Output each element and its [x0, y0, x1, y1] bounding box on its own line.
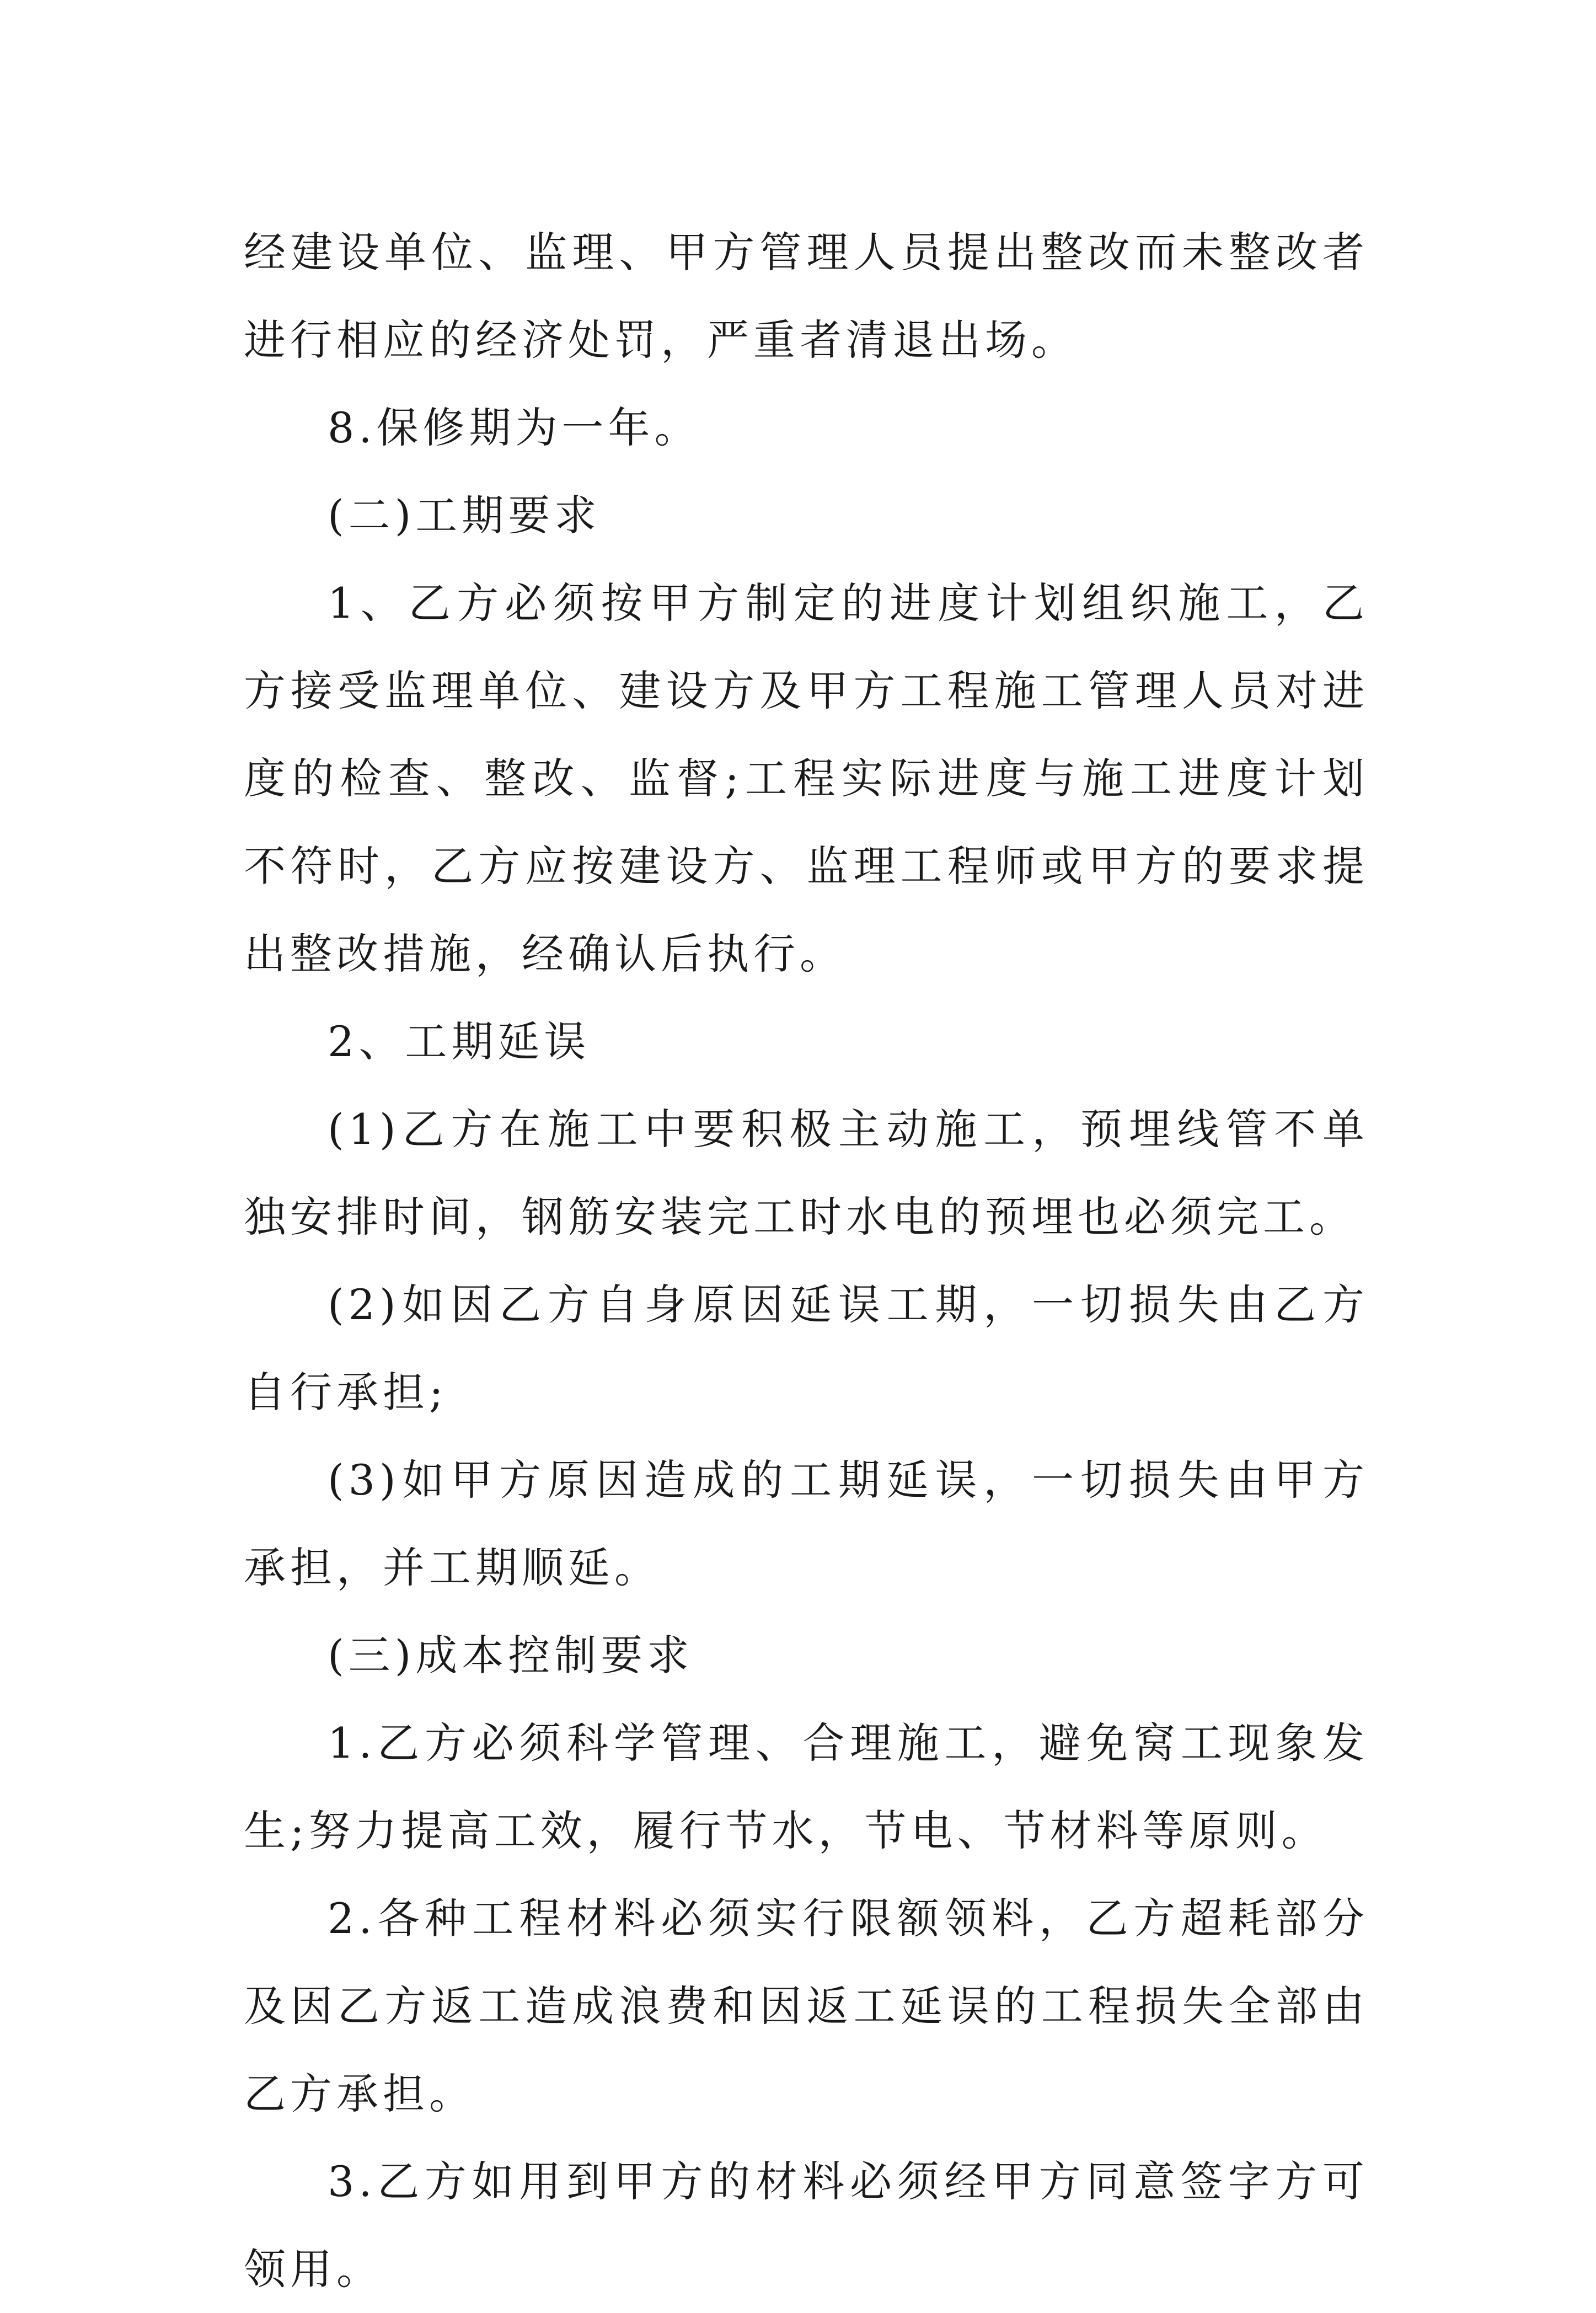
heading-schedule-delay: 2、工期延误	[328, 1017, 591, 1066]
heading-cost-control: (三)成本控制要求	[328, 1631, 694, 1680]
paragraph-warranty: 8.保修期为一年。	[328, 403, 701, 452]
paragraph-delay-3: (3)如甲方原因造成的工期延误，一切损失由甲方承担，并工期顺延。	[244, 1455, 1369, 1592]
paragraph-cost-3: 3.乙方如用到甲方的材料必须经甲方同意签字方可领用。	[244, 2157, 1369, 2294]
paragraph-cost-1: 1.乙方必须科学管理、合理施工，避免窝工现象发生;努力提高工效，履行节水，节电、节材料等原则。	[244, 1718, 1369, 1855]
paragraph-delay-1: (1)乙方在施工中要积极主动施工，预埋线管不单独安排时间，钢筋安装完工时水电的预埋也必须完工。	[244, 1105, 1369, 1241]
document-body	[244, 208, 1369, 2313]
paragraph-cost-2: 2.各种工程材料必须实行限额领料，乙方超耗部分及因乙方返工造成浪费和因返工延误的工程损失全部由乙方承担。	[244, 1894, 1369, 2118]
paragraph-schedule-plan: 1、乙方必须按甲方制定的进度计划组织施工，乙方接受监理单位、建设方及甲方工程施工管理人员对进度的检查、整改、监督;工程实际进度与施工进度计划不符时，乙方应按建设方、监理工程师或甲方的要求提出整改措施，经确认后执行。	[244, 579, 1369, 978]
heading-schedule-requirements: (二)工期要求	[328, 491, 601, 540]
paragraph-continuation: 经建设单位、监理、甲方管理人员提出整改而未整改者进行相应的经济处罚，严重者清退出场。	[244, 228, 1369, 365]
paragraph-delay-2: (2)如因乙方自身原因延误工期，一切损失由乙方自行承担;	[244, 1280, 1369, 1417]
